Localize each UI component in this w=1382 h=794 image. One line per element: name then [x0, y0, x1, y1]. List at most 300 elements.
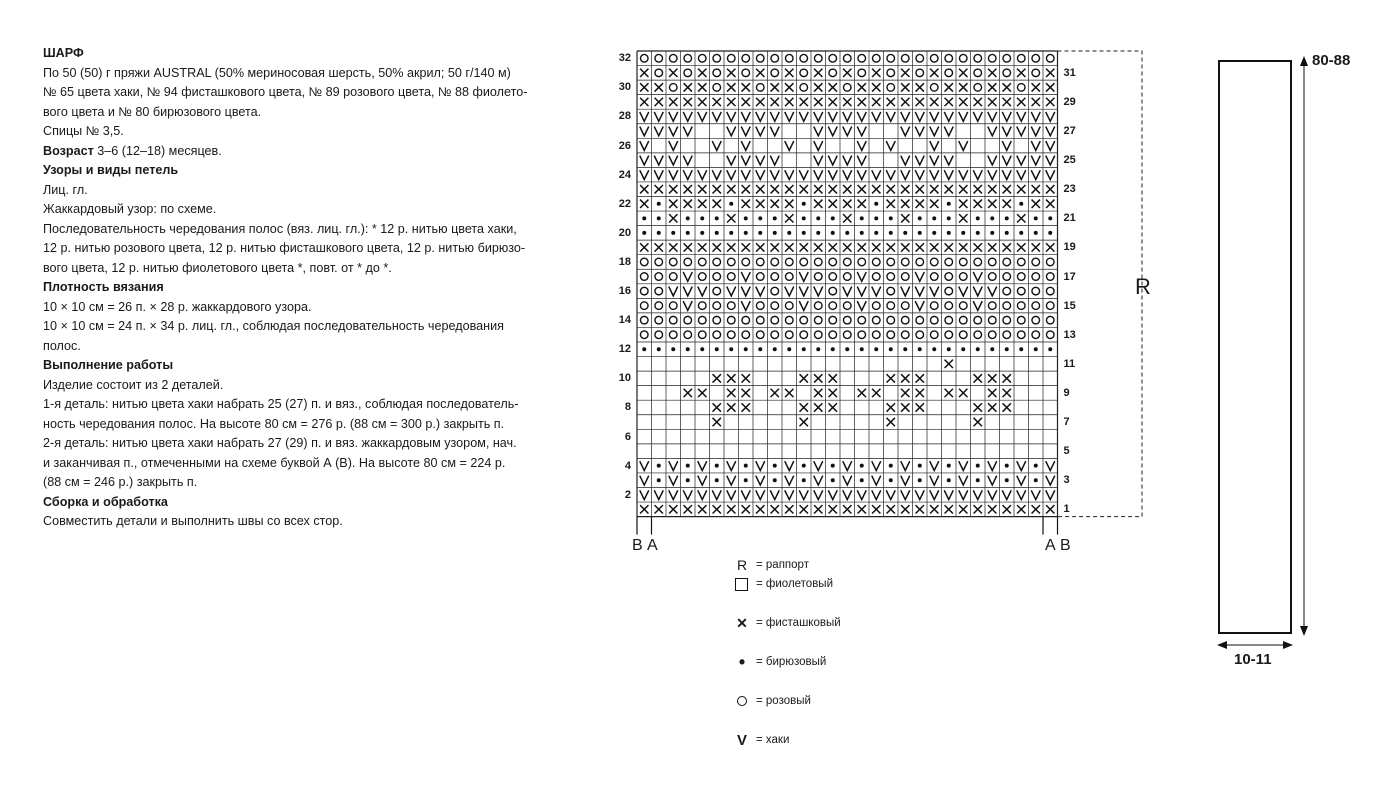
stitch-khaki: [1002, 127, 1011, 136]
stitch-khaki: [698, 287, 707, 296]
stitch-khaki: [727, 127, 736, 136]
stitch-khaki: [944, 112, 953, 121]
stitch-khaki: [959, 141, 968, 150]
stitch-khaki: [698, 170, 707, 179]
stitch-turquoise: [729, 347, 733, 351]
stitch-pistachio: [727, 185, 735, 193]
stitch-pistachio: [814, 69, 822, 77]
stitch-pistachio: [988, 403, 996, 411]
stitch-pistachio: [887, 403, 895, 411]
stitch-pink: [800, 69, 808, 77]
stitch-pink: [771, 302, 779, 310]
stitch-pistachio: [901, 374, 909, 382]
stitch-pistachio: [698, 98, 706, 106]
stitch-pink: [887, 84, 895, 92]
stitch-turquoise: [744, 231, 748, 235]
stitch-pink: [988, 302, 996, 310]
stitch-pistachio: [1017, 214, 1025, 222]
stitch-turquoise: [729, 202, 733, 206]
stitch-pistachio: [945, 243, 953, 251]
stitch-pink: [640, 302, 648, 310]
stitch-khaki: [886, 141, 895, 150]
stitch-khaki: [770, 156, 779, 165]
stitch-pistachio: [1017, 69, 1025, 77]
stitch-turquoise: [657, 464, 661, 468]
stitch-khaki: [698, 112, 707, 121]
stitch-khaki: [727, 112, 736, 121]
stitch-khaki: [727, 287, 736, 296]
row-number-right: 21: [1063, 212, 1076, 225]
stitch-pistachio: [669, 98, 677, 106]
stitch-pistachio: [814, 185, 822, 193]
stitch-khaki: [857, 112, 866, 121]
stitch-pink: [829, 69, 837, 77]
stitch-turquoise: [773, 216, 777, 220]
stitch-turquoise: [715, 464, 719, 468]
stitch-pink: [1017, 84, 1025, 92]
stitch-turquoise: [744, 478, 748, 482]
stitch-pistachio: [771, 83, 779, 91]
stitch-pink: [785, 331, 793, 339]
stitch-pink: [684, 54, 692, 62]
stitch-khaki: [1002, 490, 1011, 499]
stitch-turquoise: [1048, 231, 1052, 235]
stitch-pistachio: [684, 200, 692, 208]
stitch-pink: [655, 316, 663, 324]
stitch-khaki: [973, 490, 982, 499]
stitch-pink: [785, 258, 793, 266]
stitch-pink: [785, 302, 793, 310]
stitch-khaki: [1017, 170, 1026, 179]
stitch-turquoise: [947, 231, 951, 235]
stitch-khaki: [901, 170, 910, 179]
stitch-pink: [887, 69, 895, 77]
stitch-khaki: [857, 490, 866, 499]
stitch-pistachio: [872, 98, 880, 106]
width-label: 10-11: [1234, 651, 1272, 668]
pattern-title: ШАРФ: [43, 46, 84, 60]
stitch-turquoise: [976, 464, 980, 468]
stitch-pistachio: [669, 505, 677, 513]
stitch-khaki: [915, 112, 924, 121]
stitch-pistachio: [1046, 505, 1054, 513]
stitch-pistachio: [974, 243, 982, 251]
row-number-right: 13: [1063, 328, 1076, 341]
stitch-pistachio: [771, 389, 779, 397]
arrow-head-icon: [1300, 56, 1308, 66]
stitch-turquoise: [1005, 231, 1009, 235]
stitch-khaki: [959, 112, 968, 121]
stitch-turquoise: [1019, 202, 1023, 206]
row-number-right: 29: [1063, 95, 1076, 108]
stitch-khaki: [756, 156, 765, 165]
stitch-pistachio: [988, 69, 996, 77]
stitch-pink: [988, 258, 996, 266]
stitch-khaki: [930, 141, 939, 150]
stitch-turquoise: [1034, 464, 1038, 468]
stitch-khaki: [959, 287, 968, 296]
stitch-khaki: [799, 287, 808, 296]
stitch-khaki: [814, 287, 823, 296]
stitch-pistachio: [713, 185, 721, 193]
stitch-khaki: [785, 141, 794, 150]
stitch-pink: [887, 302, 895, 310]
stitch-pistachio: [655, 505, 663, 513]
stitch-pistachio: [727, 98, 735, 106]
stitch-pistachio: [756, 69, 764, 77]
stitch-pistachio: [640, 505, 648, 513]
stitch-turquoise: [787, 231, 791, 235]
stitch-pistachio: [785, 200, 793, 208]
stitch-pistachio: [959, 69, 967, 77]
row-number-left: 32: [618, 52, 631, 65]
stitch-pink: [901, 54, 909, 62]
stitch-pistachio: [945, 389, 953, 397]
stitch-khaki: [1046, 461, 1055, 470]
repeat-symbol: R: [736, 557, 748, 573]
stitch-turquoise: [918, 347, 922, 351]
stitch-pink: [756, 302, 764, 310]
stitch-khaki: [857, 272, 866, 281]
legend-item-violet: [734, 575, 833, 593]
stitch-pistachio: [640, 200, 648, 208]
row-number-left: 2: [624, 488, 631, 501]
stitch-pistachio: [1003, 185, 1011, 193]
empty-square-icon: [735, 578, 748, 591]
stitch-pink: [800, 331, 808, 339]
text-line: 12 р. нитью розового цвета, 12 р. нитью фисташкового цвета, 12 р. нитью бирюзо-: [43, 241, 526, 255]
stitch-turquoise: [845, 347, 849, 351]
stitch-pink: [1003, 69, 1011, 77]
stitch-khaki: [712, 490, 721, 499]
stitch-pink: [1046, 331, 1054, 339]
stitch-pistachio: [771, 243, 779, 251]
text-line: Изделие состоит из 2 деталей.: [43, 377, 224, 392]
text-line: (88 см = 246 р.) закрыть п.: [43, 475, 198, 489]
stitch-turquoise: [845, 231, 849, 235]
stitch-khaki: [959, 476, 968, 485]
stitch-khaki: [741, 112, 750, 121]
stitch-pink: [988, 316, 996, 324]
stitch-pistachio: [669, 200, 677, 208]
stitch-pink: [698, 302, 706, 310]
stitch-pistachio: [843, 214, 851, 222]
stitch-turquoise: [758, 216, 762, 220]
stitch-turquoise: [990, 347, 994, 351]
stitch-pistachio: [800, 98, 808, 106]
section-heading: Плотность вязания: [43, 280, 164, 294]
stitch-pink: [843, 273, 851, 281]
stitch-khaki: [1046, 170, 1055, 179]
stitch-khaki: [843, 490, 852, 499]
stitch-pistachio: [1017, 505, 1025, 513]
stitch-khaki: [785, 112, 794, 121]
stitch-pink: [814, 273, 822, 281]
legend-label: = фисташковый: [756, 617, 841, 629]
stitch-pistachio: [988, 83, 996, 91]
stitch-pistachio: [800, 418, 808, 426]
stitch-pistachio: [742, 83, 750, 91]
row-number-left: 10: [618, 372, 631, 385]
stitch-pistachio: [843, 505, 851, 513]
stitch-khaki: [973, 301, 982, 310]
stitch-khaki: [1046, 476, 1055, 485]
stitch-pistachio: [713, 505, 721, 513]
stitch-pink: [974, 54, 982, 62]
stitch-pink: [1032, 54, 1040, 62]
stitch-pink: [945, 273, 953, 281]
stitch-pink: [698, 316, 706, 324]
stitch-pink: [800, 316, 808, 324]
stitch-khaki: [930, 127, 939, 136]
stitch-pistachio: [640, 185, 648, 193]
stitch-pink: [930, 273, 938, 281]
stitch-pistachio: [930, 505, 938, 513]
stitch-turquoise: [700, 347, 704, 351]
text-line: Лиц. гл.: [43, 182, 88, 197]
stitch-khaki: [669, 170, 678, 179]
stitch-pistachio: [974, 418, 982, 426]
stitch-pink: [814, 54, 822, 62]
stitch-pink: [858, 316, 866, 324]
stitch-pistachio: [916, 98, 924, 106]
stitch-khaki: [669, 476, 678, 485]
stitch-pistachio: [785, 505, 793, 513]
stitch-pink: [1032, 69, 1040, 77]
text-line: 1-я деталь: нитью цвета хаки набрать 25 (27) п. и вяз., соблюдая последователь-: [43, 397, 519, 411]
stitch-khaki: [973, 112, 982, 121]
stitch-pink: [945, 316, 953, 324]
stitch-pink: [742, 316, 750, 324]
stitch-turquoise: [802, 478, 806, 482]
stitch-pink: [1003, 287, 1011, 295]
text-line: вого цвета, 12 р. нитью фиолетового цвета *, повт. от * до *.: [43, 260, 392, 275]
stitch-pink: [756, 258, 764, 266]
stitch-pistachio: [872, 185, 880, 193]
stitch-khaki: [915, 272, 924, 281]
stitch-pink: [901, 331, 909, 339]
stitch-khaki: [1017, 156, 1026, 165]
row-number-right: 15: [1063, 299, 1076, 312]
stitch-pink: [887, 331, 895, 339]
stitch-pistachio: [785, 69, 793, 77]
stitch-pistachio: [858, 98, 866, 106]
stitch-khaki: [1031, 112, 1040, 121]
stitch-pink: [1046, 316, 1054, 324]
stitch-pistachio: [858, 185, 866, 193]
stitch-pistachio: [916, 389, 924, 397]
stitch-pink: [916, 331, 924, 339]
stitch-khaki: [785, 287, 794, 296]
stitch-pink: [1003, 258, 1011, 266]
row-number-right: 23: [1063, 183, 1076, 196]
stitch-pistachio: [1003, 389, 1011, 397]
legend-label: = хаки: [756, 734, 790, 746]
stitch-pink: [1032, 287, 1040, 295]
stitch-khaki: [843, 127, 852, 136]
stitch-pink: [727, 316, 735, 324]
stitch-pink: [829, 287, 837, 295]
stitch-turquoise: [874, 231, 878, 235]
stitch-pistachio: [684, 98, 692, 106]
stitch-turquoise: [889, 478, 893, 482]
stitch-pistachio: [669, 185, 677, 193]
stitch-turquoise: [874, 202, 878, 206]
stitch-pistachio: [959, 185, 967, 193]
stitch-pink: [916, 316, 924, 324]
stitch-pink: [640, 258, 648, 266]
stitch-pink: [1017, 258, 1025, 266]
label-b-right: B: [1060, 537, 1071, 554]
stitch-khaki: [915, 287, 924, 296]
stitch-pistachio: [1003, 243, 1011, 251]
stitch-pink: [829, 316, 837, 324]
stitch-pink: [872, 258, 880, 266]
stitch-khaki: [785, 170, 794, 179]
stitch-turquoise: [686, 478, 690, 482]
stitch-pink: [800, 54, 808, 62]
stitch-turquoise: [1005, 478, 1009, 482]
stitch-turquoise: [947, 202, 951, 206]
stitch-khaki: [872, 287, 881, 296]
stitch-khaki: [857, 127, 866, 136]
stitch-turquoise: [831, 347, 835, 351]
stitch-pistachio: [727, 403, 735, 411]
stitch-pistachio: [1032, 243, 1040, 251]
text-line: Последовательность чередования полос (вяз. лиц. гл.): * 12 р. нитью цвета хаки,: [43, 221, 517, 236]
stitch-pink: [872, 273, 880, 281]
stitch-pistachio: [916, 403, 924, 411]
stitch-khaki: [814, 476, 823, 485]
stitch-pistachio: [887, 418, 895, 426]
stitch-pistachio: [756, 243, 764, 251]
stitch-pink: [887, 258, 895, 266]
stitch-pistachio: [1017, 243, 1025, 251]
stitch-turquoise: [700, 231, 704, 235]
stitch-turquoise: [1019, 347, 1023, 351]
stitch-pistachio: [988, 374, 996, 382]
stitch-pink: [727, 273, 735, 281]
stitch-pink: [713, 331, 721, 339]
stitch-turquoise: [773, 464, 777, 468]
stitch-pistachio: [713, 403, 721, 411]
stitch-pink: [1017, 316, 1025, 324]
stitch-turquoise: [715, 478, 719, 482]
stitch-pistachio: [858, 505, 866, 513]
stitch-khaki: [741, 156, 750, 165]
stitch-turquoise: [816, 216, 820, 220]
stitch-pink: [785, 316, 793, 324]
stitch-khaki: [872, 490, 881, 499]
stitch-khaki: [988, 461, 997, 470]
stitch-pistachio: [785, 389, 793, 397]
stitch-turquoise: [657, 231, 661, 235]
stitch-pistachio: [655, 243, 663, 251]
stitch-pistachio: [858, 243, 866, 251]
stitch-turquoise: [802, 216, 806, 220]
row-number-right: 19: [1063, 241, 1076, 254]
stitch-pistachio: [1003, 83, 1011, 91]
stitch-khaki: [901, 156, 910, 165]
stitch-pink: [858, 331, 866, 339]
stitch-turquoise: [1034, 478, 1038, 482]
stitch-pistachio: [858, 389, 866, 397]
row-number-left: 22: [618, 197, 631, 210]
stitch-pink: [843, 331, 851, 339]
legend-label: = розовый: [756, 695, 811, 707]
stitch-pink: [916, 258, 924, 266]
stitch-pink: [945, 69, 953, 77]
stitch-khaki: [988, 490, 997, 499]
stitch-khaki: [756, 127, 765, 136]
stitch-pink: [727, 331, 735, 339]
stitch-pistachio: [829, 374, 837, 382]
stitch-pink: [742, 258, 750, 266]
stitch-khaki: [1046, 156, 1055, 165]
row-number-right: 31: [1063, 66, 1076, 79]
stitch-khaki: [698, 476, 707, 485]
stitch-pink: [640, 331, 648, 339]
text-line: 2-я деталь: нитью цвета хаки набрать 27 (29) п. и вяз. жаккардовым узором, нач.: [43, 436, 517, 450]
stitch-pink: [829, 54, 837, 62]
stitch-pink: [1032, 316, 1040, 324]
stitch-pink: [756, 273, 764, 281]
stitch-khaki: [915, 301, 924, 310]
stitch-pink: [843, 302, 851, 310]
stitch-khaki: [785, 461, 794, 470]
text-line: По 50 (50) г пряжи AUSTRAL (50% мериносовая шерсть, 50% акрил; 50 г/140 м): [43, 65, 511, 80]
stitch-turquoise: [686, 231, 690, 235]
stitch-khaki: [1031, 156, 1040, 165]
stitch-turquoise: [729, 231, 733, 235]
stitch-pink: [698, 258, 706, 266]
stitch-turquoise: [744, 464, 748, 468]
stitch-pink: [858, 258, 866, 266]
stitch-pink: [640, 316, 648, 324]
stitch-khaki: [756, 476, 765, 485]
stitch-pink: [1046, 54, 1054, 62]
stitch-pink: [669, 316, 677, 324]
stitch-pistachio: [640, 69, 648, 77]
stitch-turquoise: [947, 464, 951, 468]
stitch-pistachio: [959, 505, 967, 513]
stitch-pink: [684, 316, 692, 324]
stitch-pistachio: [1046, 69, 1054, 77]
stitch-pink: [669, 331, 677, 339]
arrow-head-icon: [1300, 626, 1308, 636]
stitch-turquoise: [802, 347, 806, 351]
stitch-pink: [713, 302, 721, 310]
stitch-khaki: [669, 141, 678, 150]
stitch-pink: [974, 69, 982, 77]
stitch-khaki: [843, 112, 852, 121]
stitch-pistachio: [872, 83, 880, 91]
stitch-pistachio: [800, 185, 808, 193]
stitch-pistachio: [814, 98, 822, 106]
stitch-pink: [771, 331, 779, 339]
stitch-turquoise: [990, 216, 994, 220]
stitch-pistachio: [901, 185, 909, 193]
stitch-pistachio: [800, 243, 808, 251]
stitch-pink: [1032, 302, 1040, 310]
stitch-khaki: [756, 287, 765, 296]
stitch-pistachio: [887, 98, 895, 106]
stitch-pink: [988, 331, 996, 339]
stitch-khaki: [712, 112, 721, 121]
stitch-pistachio: [771, 200, 779, 208]
stitch-pistachio: [872, 243, 880, 251]
stitch-khaki: [683, 127, 692, 136]
